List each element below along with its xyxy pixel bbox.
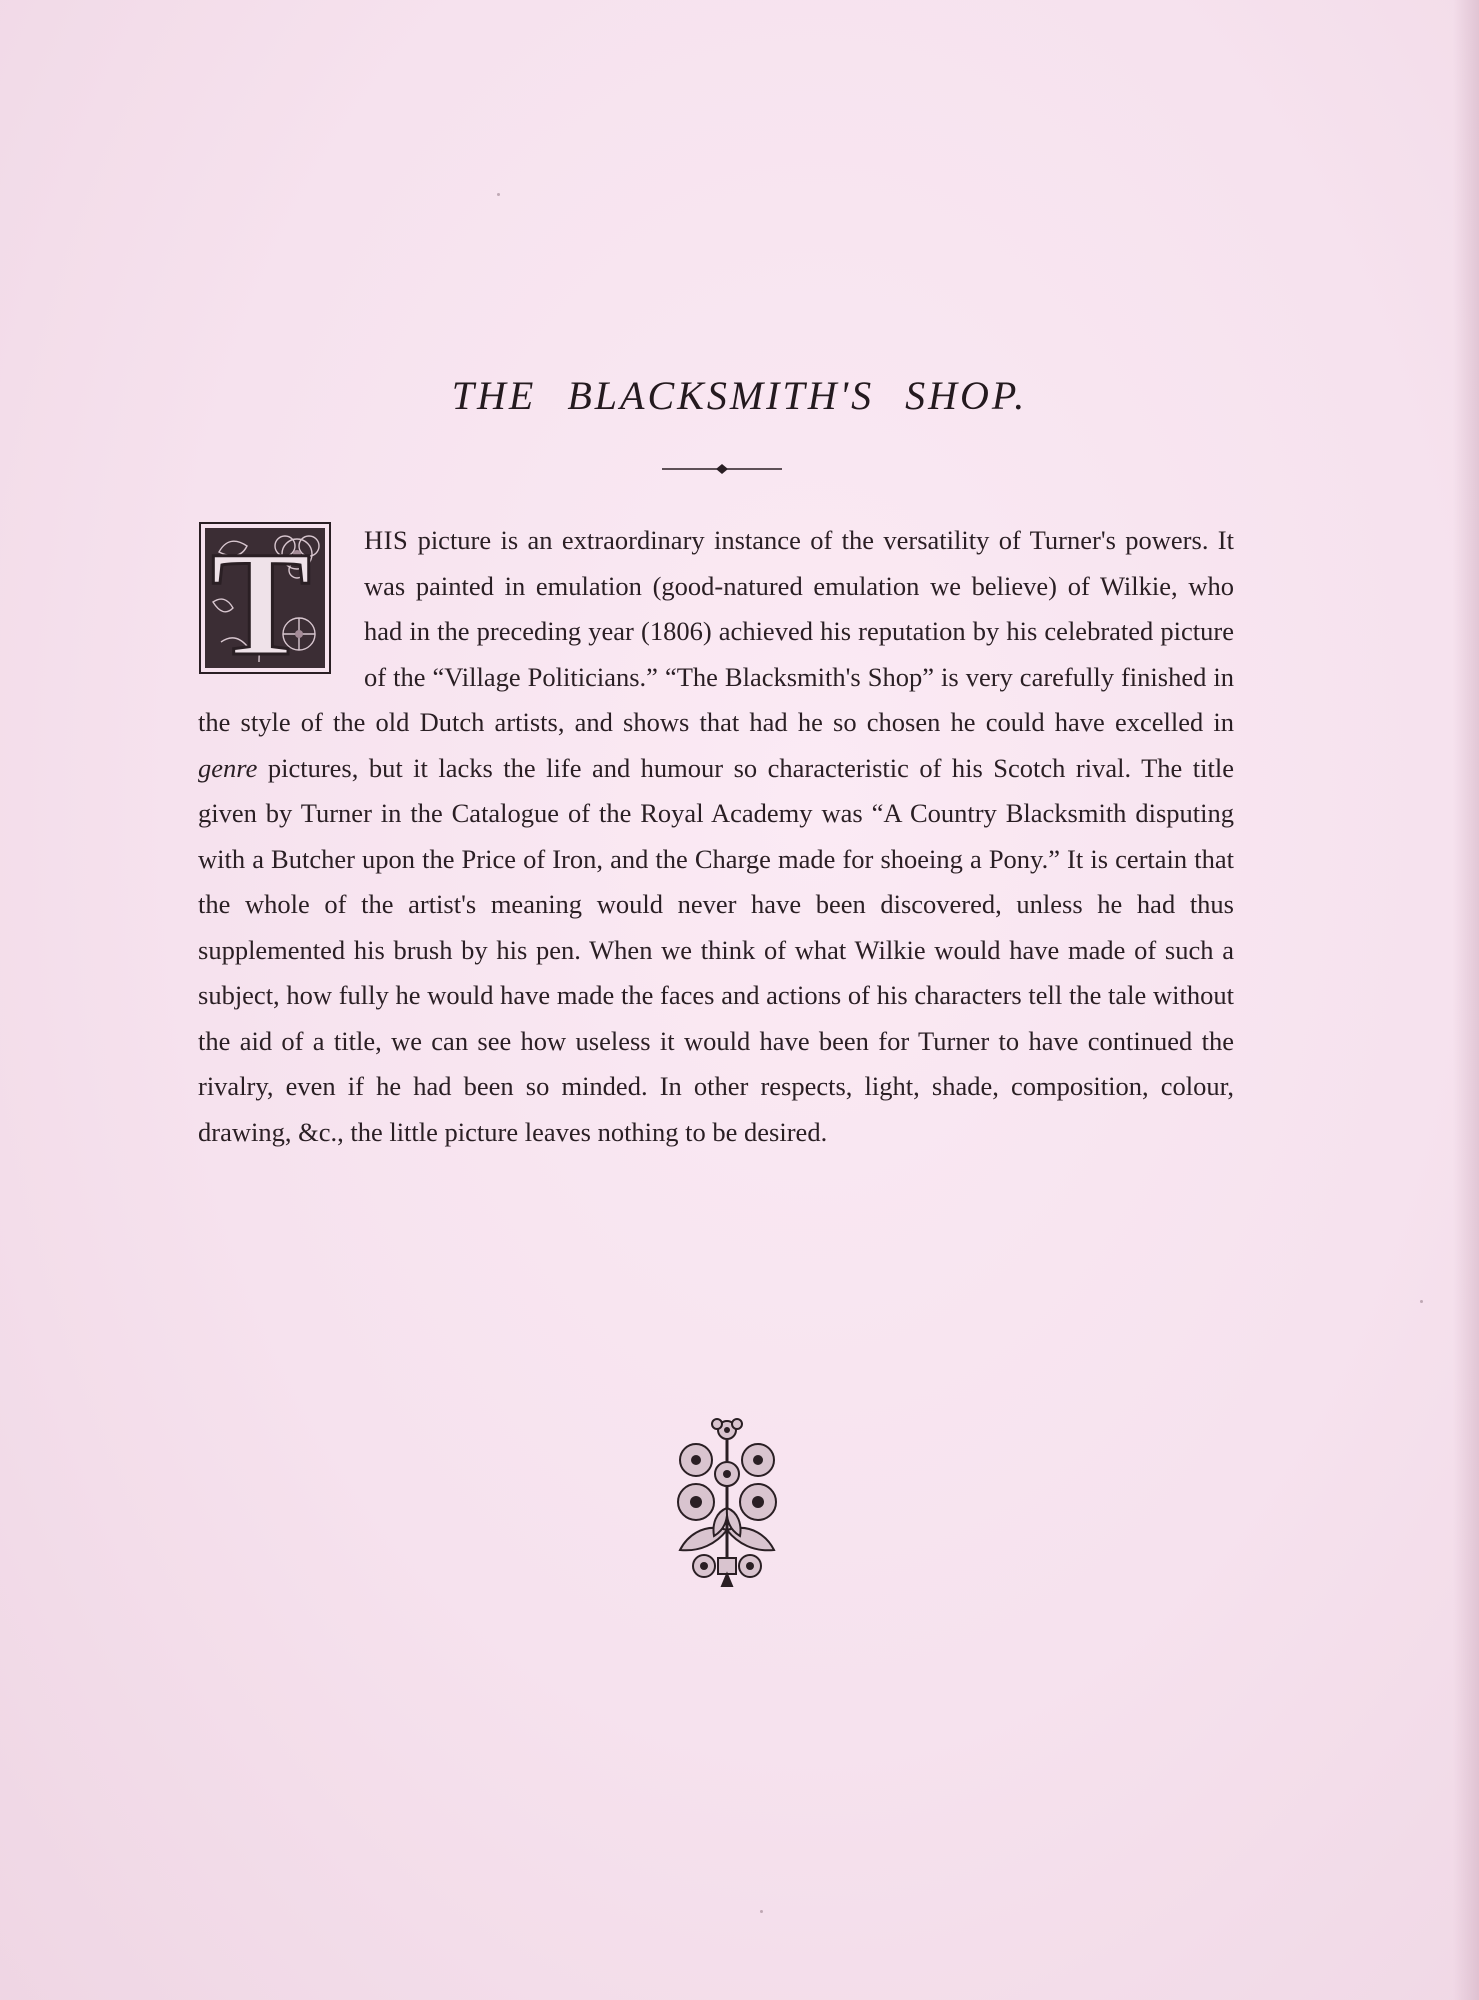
first-word: HIS <box>364 525 409 555</box>
page-title: THE BLACKSMITH'S SHOP. <box>451 373 1028 418</box>
page-edge-shadow <box>1453 0 1479 2000</box>
floral-tailpiece-icon <box>672 1412 782 1588</box>
body-paragraph <box>198 518 1234 1155</box>
body-text-part-1: picture is an extraordinary instance of the versatility of Turner's powers. It was painted in emulation (good-natured emulation we believe) of Wilkie, who had in the preceding year (1806) achieved his reputation by his celebrated picture of the “Village Politicians.” “The Blacksmith's Shop” is very carefully finished in the style of the old Dutch artists, and shows that had he so chosen he could have excelled in <box>198 525 1234 737</box>
body-text-part-2: pictures, but it lacks the life and humour so characteristic of his Scotch rival. The title given by Turner in the Catalogue of the Royal Academy was “A Country Blacksmith disputing with a Butcher upon the Price of Iron, and the Charge made for shoeing a Pony.” It is certain that the whole of the artist's meaning would never have been discovered, unless he had thus supplemented his brush by his pen. When we think of what Wilkie would have made of such a subject, how fully he would have made the faces and actions of his characters tell the tale without the aid of a title, we can see how useless it would have been for Turner to have continued the rivalry, even if he had been so minded. In other respects, light, shade, composition, colour, drawing, &c., the little picture leaves nothing to be desired. <box>198 752 1234 1147</box>
diamond-rule-icon <box>662 462 782 476</box>
paper-speck <box>760 1910 763 1913</box>
paper-speck <box>1420 1300 1423 1303</box>
italic-word: genre <box>198 752 258 783</box>
drop-cap-space <box>198 518 364 678</box>
drop-cap-letter: T <box>210 522 312 674</box>
paper-speck <box>497 193 500 196</box>
